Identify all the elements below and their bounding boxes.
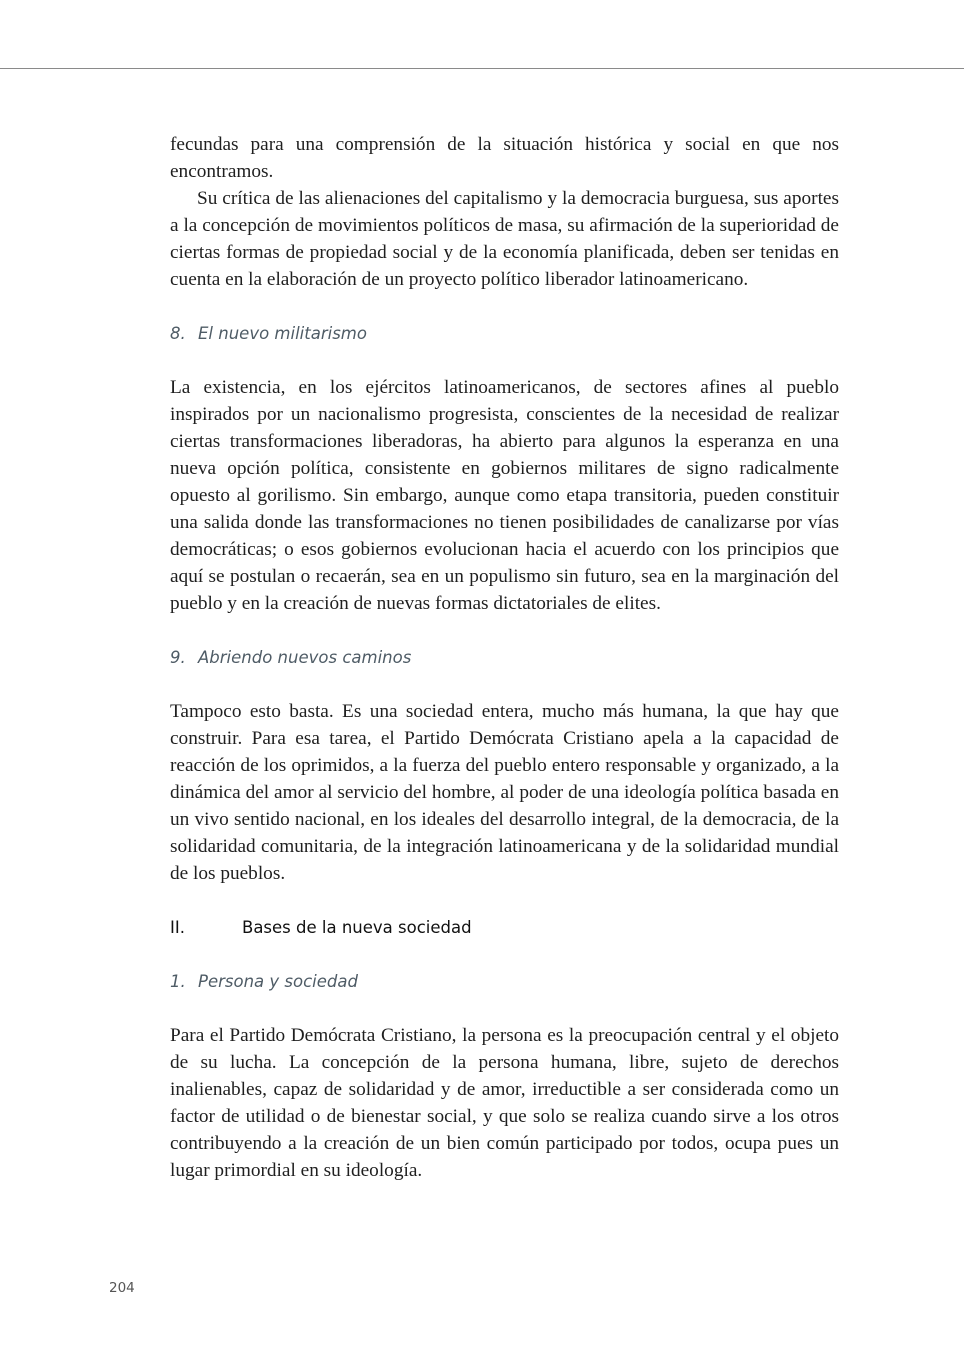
- text-column: [170, 131, 839, 1184]
- subheading-8: [170, 320, 839, 347]
- paragraph-militarismo: La existencia, en los ejércitos latinoamericanos, de sectores afines al pueblo inspirados por un nacionalismo progresista, conscientes de la necesidad de realizar ciertas transformaciones liberadoras, ha abierto para algunos la esperanza en una nueva opción política, consistente en gobiernos militares de signo radicalmente opuesto al gorilismo. Sin embargo, aunque como etapa transitoria, pueden constituir una salida donde las transformaciones no tienen posibilidades de canalizarse por vías democráticas; o esos gobiernos evolucionan hacia el acuerdo con los principios que aquí se postulan o recaerán, sea en un populismo sin futuro, sea en la marginación del pueblo y en la creación de nuevas formas dictatoriales de elites.: [170, 377, 839, 614]
- spacer: [170, 671, 839, 698]
- paragraph-continuation: fecundas para una comprensión de la situación histórica y social en que nos encontramos.: [170, 134, 839, 182]
- header-rule: [0, 68, 964, 69]
- spacer: [170, 887, 839, 914]
- section-heading-II-title: Bases de la nueva sociedad: [242, 918, 472, 937]
- subheading-8-number: 8.: [170, 324, 186, 343]
- spacer: [170, 617, 839, 644]
- paragraph-nuevos-caminos: Tampoco esto basta. Es una sociedad entera, mucho más humana, la que hay que construir. Para esa tarea, el Partido Demócrata Cristiano apela a la capacidad de reacción de los oprimidos, a la fuerza del pueblo entero responsable y organizado, a la dinámica del amor al servicio del hombre, al poder de una ideología política basada en un vivo sentido nacional, en los ideales del desarrollo integral, de la democracia, de la solidaridad comunitaria, de la integración latinoamericana y de la solidaridad mundial de los pueblos.: [170, 701, 839, 884]
- subheading-9-title: Abriendo nuevos caminos: [198, 648, 412, 667]
- subheading-1-number: 1.: [170, 972, 186, 991]
- subheading-9: [170, 644, 839, 671]
- page-number: 204: [109, 1280, 135, 1296]
- paragraph-critica: Su crítica de las alienaciones del capitalismo y la democracia burguesa, sus aportes a la concepción de movimientos políticos de masa, su afirmación de la superioridad de ciertas formas de propiedad social y de la economía planificada, deben ser tenidas en cuenta en la elaboración de un proyecto político liberador latinoamericano.: [170, 188, 839, 290]
- spacer: [170, 941, 839, 968]
- spacer: [170, 293, 839, 320]
- section-heading-II: [170, 914, 839, 941]
- subheading-8-title: El nuevo militarismo: [198, 324, 367, 343]
- subheading-9-number: 9.: [170, 648, 186, 667]
- paragraph-persona: Para el Partido Demócrata Cristiano, la persona es la preocupación central y el objeto de su lucha. La concepción de la persona humana, libre, sujeto de derechos inalienables, capaz de solidaridad y de amor, irreductible a ser considerada como un factor de utilidad o de bienestar social, y que solo se realiza cuando sirve a los otros contribuyendo a la creación de un bien común participado por todos, ocupa pues un lugar primordial en su ideología.: [170, 1025, 839, 1181]
- subheading-1: [170, 968, 839, 995]
- spacer: [170, 347, 839, 374]
- section-heading-II-number: II.: [170, 918, 185, 937]
- subheading-1-title: Persona y sociedad: [198, 972, 358, 991]
- spacer: [170, 995, 839, 1022]
